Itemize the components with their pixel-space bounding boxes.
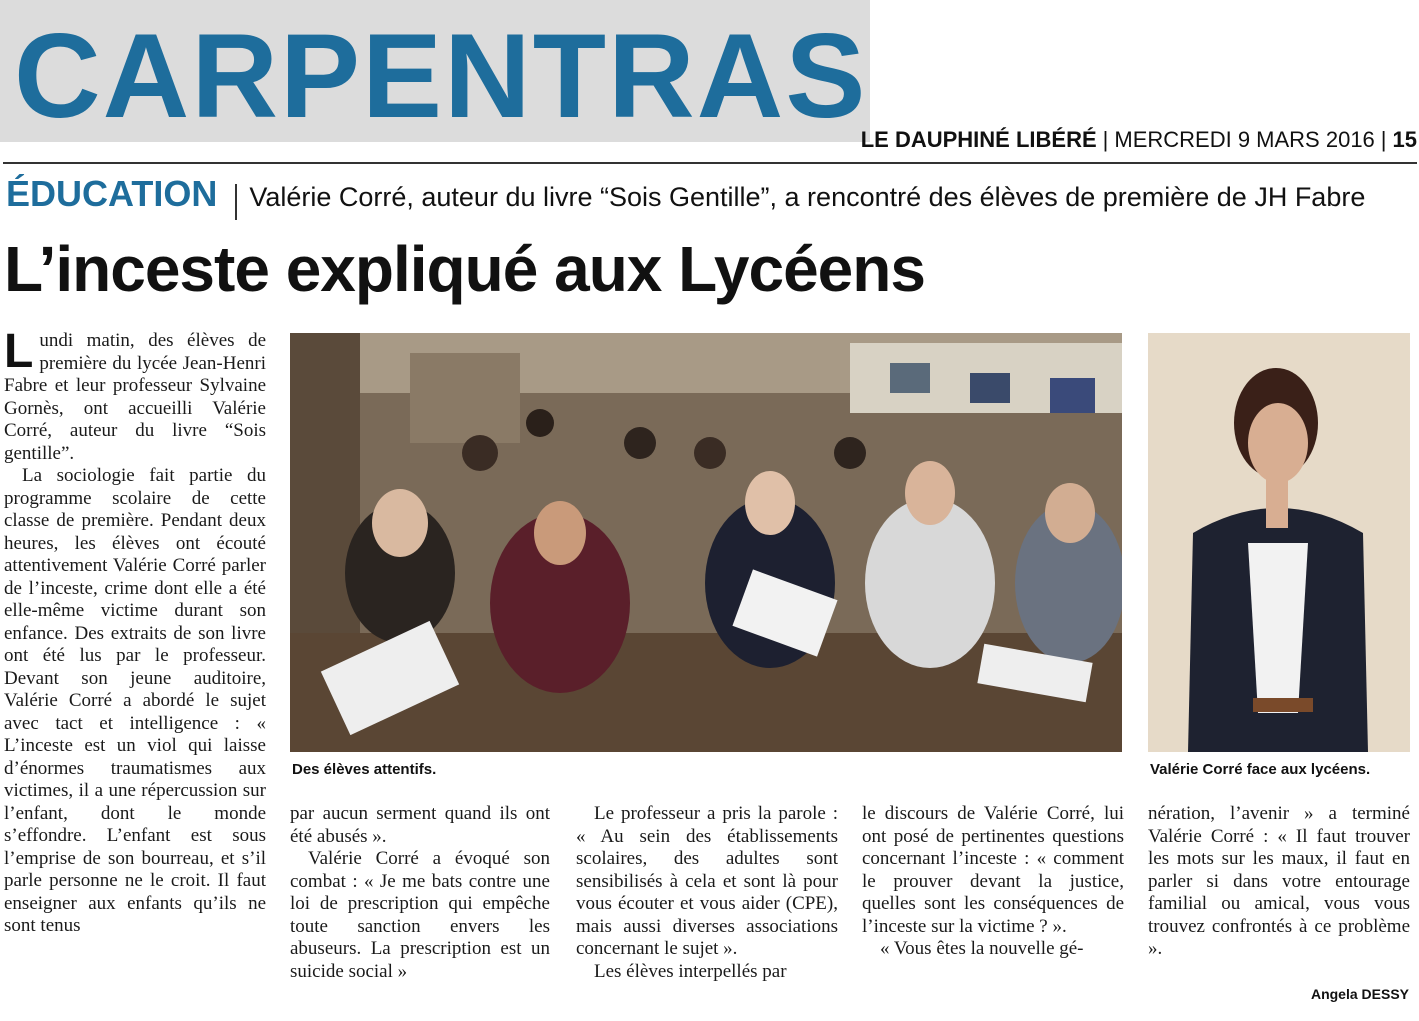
masthead: [0, 0, 1419, 157]
paragraph: par aucun serment quand ils ont été abusés ».: [290, 803, 550, 847]
paragraph: le discours de Valérie Corré, lui ont posé de pertinentes questions concernant l’inceste : « comment le prouver devant la justice, quelles sont les conséquences de l’inceste sur la victime ? ».: [862, 803, 1124, 937]
kicker-divider: [235, 184, 237, 220]
paragraph: nération, l’avenir » a terminé Valérie Corré : « Il faut trouver les mots sur les maux, il faut en parler si dans votre entourage familial ou amical, vous vous trouvez confrontés à ce problème ».: [1148, 803, 1410, 959]
byline: Angela DESSY: [1310, 986, 1409, 1002]
city-title: CARPENTRAS: [14, 9, 868, 143]
paragraph: Valérie Corré a évoqué son combat : « Je me bats contre une loi de prescription qui empêche toute sanction envers les abuseurs. La prescription est un suicide social »: [290, 848, 550, 982]
text-column-3: [576, 803, 838, 983]
paragraph: « Vous êtes la nouvelle gé-: [880, 938, 1084, 959]
paragraph-text: undi matin, des élèves de première du lycée Jean-Henri Fabre et leur professeur Sylvaine Gornès, ont accueilli Valérie Corré, auteur du livre “Sois gentille”.: [4, 330, 266, 464]
lead-paragraph: [4, 325, 266, 465]
paragraph: La sociologie fait partie du programme scolaire de cette classe de première. Pendant deux heures, les élèves ont écouté attentivement Valérie Corré parler de l’inceste, crime dont elle a été elle-même victime durant son enfance. Des extraits de son livre ont été lus par le professeur. Devant son jeune auditoire, Valérie Corré a abordé le sujet avec tact et intelligence : « L’inceste est un viol qui laisse d’énormes traumatismes aux victimes, il a une répercussion sur l’enfant, dont le monde s’effondre. L’enfant est sous l’emprise de son bourreau, et s’il parle personne ne le croit. Il faut enseigner aux enfants qu’ils ne sont tenus: [4, 465, 266, 936]
drop-cap: L: [4, 325, 34, 378]
dateline-separator: |: [1380, 127, 1387, 152]
classroom-photo-illustration: [290, 333, 1122, 752]
paragraph: Les élèves interpellés par: [594, 960, 787, 982]
photo-caption: Des élèves attentifs.: [292, 761, 437, 778]
page-number: 15: [1392, 127, 1417, 152]
dateline: [861, 120, 1417, 160]
section-label: ÉDUCATION: [6, 173, 218, 214]
issue-date: MERCREDI 9 MARS 2016: [1114, 127, 1375, 152]
kicker: [6, 168, 1365, 220]
author-photo-illustration: [1148, 333, 1410, 752]
text-column-1: [4, 325, 266, 938]
text-column-4: [862, 803, 1124, 961]
text-column-5: [1148, 803, 1410, 961]
text-column-2: [290, 803, 550, 983]
header-rule: [3, 162, 1417, 164]
classroom-photo: [290, 333, 1122, 752]
article-subtitle: Valérie Corré, auteur du livre “Sois Gentille”, a rencontré des élèves de première de JH Fabre: [249, 182, 1366, 212]
article-headline: L’inceste expliqué aux Lycéens: [4, 233, 925, 305]
photo-caption: Valérie Corré face aux lycéens.: [1150, 761, 1371, 778]
newspaper-name: LE DAUPHINÉ LIBÉRÉ: [860, 127, 1097, 152]
author-photo: [1148, 333, 1410, 752]
paragraph: Le professeur a pris la parole : « Au sein des établissements scolaires, des adultes sont sensibilisés à cela et sont là pour vous écouter et vous aider (CPE), mais aussi diverses associations concernant le sujet ».: [576, 803, 838, 959]
dateline-separator: |: [1102, 127, 1109, 152]
